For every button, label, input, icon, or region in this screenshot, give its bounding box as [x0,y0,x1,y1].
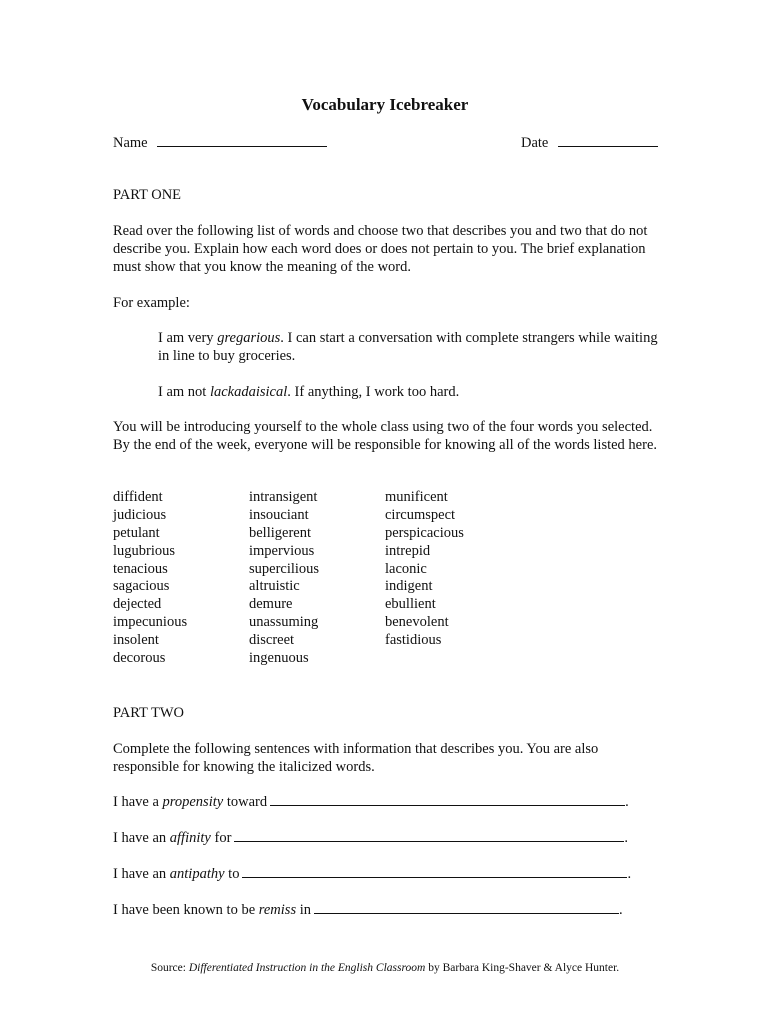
word-list-item: belligerent [249,524,312,541]
sentence-2-word: affinity [169,830,211,846]
date-label: Date [521,135,549,151]
word-list-item: sagacious [113,578,170,595]
sentence-affinity [113,829,628,847]
word-list-item: judicious [113,506,167,523]
sentence-3-after: to [224,866,240,882]
name-label: Name [113,135,148,151]
word-list-item: petulant [113,524,160,541]
sentence-4-blank[interactable] [314,901,619,914]
source-authors: by Barbara King-Shaver & Alyce Hunter. [425,962,620,974]
sentence-3-end: . [627,866,632,882]
sentence-1-end: . [625,794,629,810]
sentence-1-after: toward [223,794,268,810]
source-book-title: Differentiated Instruction in the English Classroom [188,962,426,974]
sentence-2-blank[interactable] [234,829,624,842]
sentence-remiss [113,901,623,919]
word-list-item: dejected [113,596,162,613]
word-list-item: altruistic [249,578,300,595]
word-list-item: demure [249,596,293,613]
word-list-item: supercilious [249,560,320,577]
part-two-heading: PART TWO [113,705,184,721]
source-footer [0,962,770,974]
word-list-item: benevolent [385,614,449,631]
word-column-3 [385,489,464,650]
sentence-3-word: antipathy [169,866,225,882]
sentence-1-word: propensity [162,794,224,810]
word-list-item: tenacious [113,560,168,577]
example-2-after: . If anything, I work too hard. [287,384,460,400]
example-1-after: . I can start a conversation with complete strangers while waiting in line to buy groceries. [158,330,658,364]
word-list-item: insouciant [249,506,309,523]
date-blank[interactable] [558,133,658,147]
name-field [113,133,327,152]
word-list-item: intransigent [249,489,318,505]
word-list-item: discreet [249,632,295,649]
sentence-4-end: . [619,902,623,918]
word-list-item: diffident [113,489,163,505]
word-list-item: lugubrious [113,542,176,559]
sentence-4-after: in [296,902,311,918]
sentence-2-before: I have an [113,830,170,846]
part-one-intro: You will be introducing yourself to the whole class using two of the four words you selected. By the end of the week, everyone will be responsible for knowing all of the words listed here. [113,419,658,453]
example-2-word: lackadaisical [209,384,288,400]
word-list-item: impervious [249,542,315,559]
word-column-1 [113,489,187,668]
word-list-item: fastidious [385,632,442,649]
sentence-2-after: for [210,830,232,846]
sentence-3-before: I have an [113,866,170,882]
sentence-4-word: remiss [258,902,297,918]
word-list-item: perspicacious [385,524,464,541]
word-column-2 [249,489,319,668]
word-list-item: indigent [385,578,433,595]
name-blank[interactable] [157,133,327,147]
sentence-1-before: I have a [113,794,163,810]
part-one-instructions: Read over the following list of words and choose two that describes you and two that do not describe you. Explain how each word does or does not pertain to you. The brief explanation must show that you know the meaning of the word. [113,223,648,275]
part-one-heading: PART ONE [113,187,182,203]
word-list-item: laconic [385,560,427,577]
sentence-4-before: I have been known to be [113,902,259,918]
example-sentence-2 [158,383,658,401]
example-2-before: I am not [158,384,210,400]
example-1-before: I am very [158,330,218,346]
example-sentence-1 [158,329,658,365]
word-list-item: munificent [385,489,448,505]
sentence-3-blank[interactable] [242,865,627,878]
source-label: Source: [150,962,189,974]
word-list [113,489,513,669]
sentence-2-end: . [624,830,629,846]
page-title: Vocabulary Icebreaker [301,95,469,114]
date-field [521,133,658,152]
sentence-propensity [113,793,629,811]
word-list-item: circumspect [385,506,456,523]
sentence-antipathy [113,865,631,883]
word-list-item: intrepid [385,542,431,559]
word-list-item: impecunious [113,614,188,631]
sentence-1-blank[interactable] [270,793,625,806]
word-list-item: ebullient [385,596,436,613]
for-example-label: For example: [113,295,190,311]
word-list-item: insolent [113,632,159,649]
word-list-item: decorous [113,650,166,667]
word-list-item: ingenuous [249,650,309,667]
part-two-instructions: Complete the following sentences with information that describes you. You are also responsible for knowing the italicized words. [113,741,599,775]
example-1-word: gregarious [217,330,281,346]
word-list-item: unassuming [249,614,319,631]
